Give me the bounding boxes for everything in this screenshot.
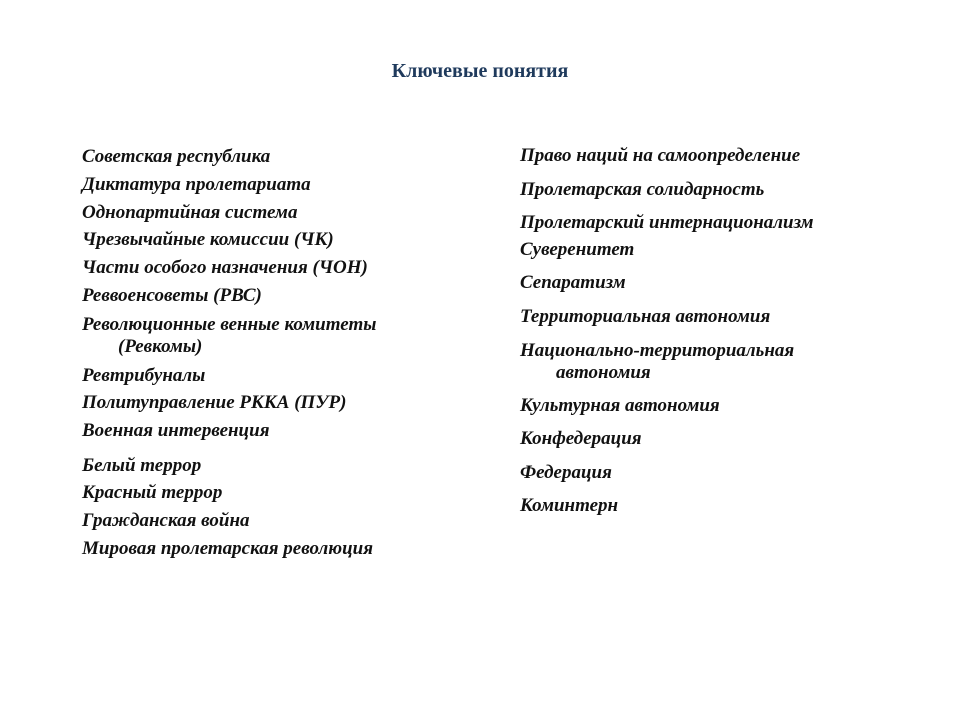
right-terms-list xyxy=(520,0,940,720)
term-territorial-autonomy: Территориальная автономия xyxy=(520,306,771,327)
term-national-territorial-autonomy-line2: автономия xyxy=(556,362,651,383)
term-world-revolution: Мировая пролетарская революция xyxy=(82,538,374,559)
term-national-territorial-autonomy-line1: Национально-территориальная xyxy=(520,340,795,361)
term-pur: Политуправление РККА (ПУР) xyxy=(82,392,347,413)
term-rvs: Реввоенсоветы (РВС) xyxy=(82,285,262,306)
term-cheka: Чрезвычайные комиссии (ЧК) xyxy=(82,229,334,250)
term-soviet-republic: Советская республика xyxy=(82,146,271,167)
term-federation: Федерация xyxy=(520,462,612,483)
term-white-terror: Белый террор xyxy=(82,455,202,476)
page-title: Ключевые понятия xyxy=(391,60,569,82)
term-chon: Части особого назначения (ЧОН) xyxy=(82,257,368,278)
left-terms-list xyxy=(82,0,502,720)
term-national-territorial-autonomy xyxy=(520,340,794,384)
term-proletarian-internationalism: Пролетарский интернационализм xyxy=(520,212,814,233)
term-revkoms-line2: (Ревкомы) xyxy=(118,336,203,357)
term-one-party-system: Однопартийная система xyxy=(82,202,298,223)
term-comintern: Коминтерн xyxy=(520,495,619,516)
term-revkoms-line1: Революционные венные комитеты xyxy=(82,314,377,335)
term-cultural-autonomy: Культурная автономия xyxy=(520,395,720,416)
term-revtribunals: Ревтрибуналы xyxy=(82,365,206,386)
term-proletarian-solidarity: Пролетарская солидарность xyxy=(520,179,765,200)
term-confederation: Конфедерация xyxy=(520,428,642,449)
term-red-terror: Красный террор xyxy=(82,482,223,503)
term-sovereignty: Суверенитет xyxy=(520,239,635,260)
term-revkoms xyxy=(82,314,376,358)
term-separatism: Сепаратизм xyxy=(520,272,626,293)
term-civil-war: Гражданская война xyxy=(82,510,250,531)
term-self-determination: Право наций на самоопределение xyxy=(520,145,801,166)
term-dictatorship-proletariat: Диктатура пролетариата xyxy=(82,174,311,195)
term-military-intervention: Военная интервенция xyxy=(82,420,270,441)
